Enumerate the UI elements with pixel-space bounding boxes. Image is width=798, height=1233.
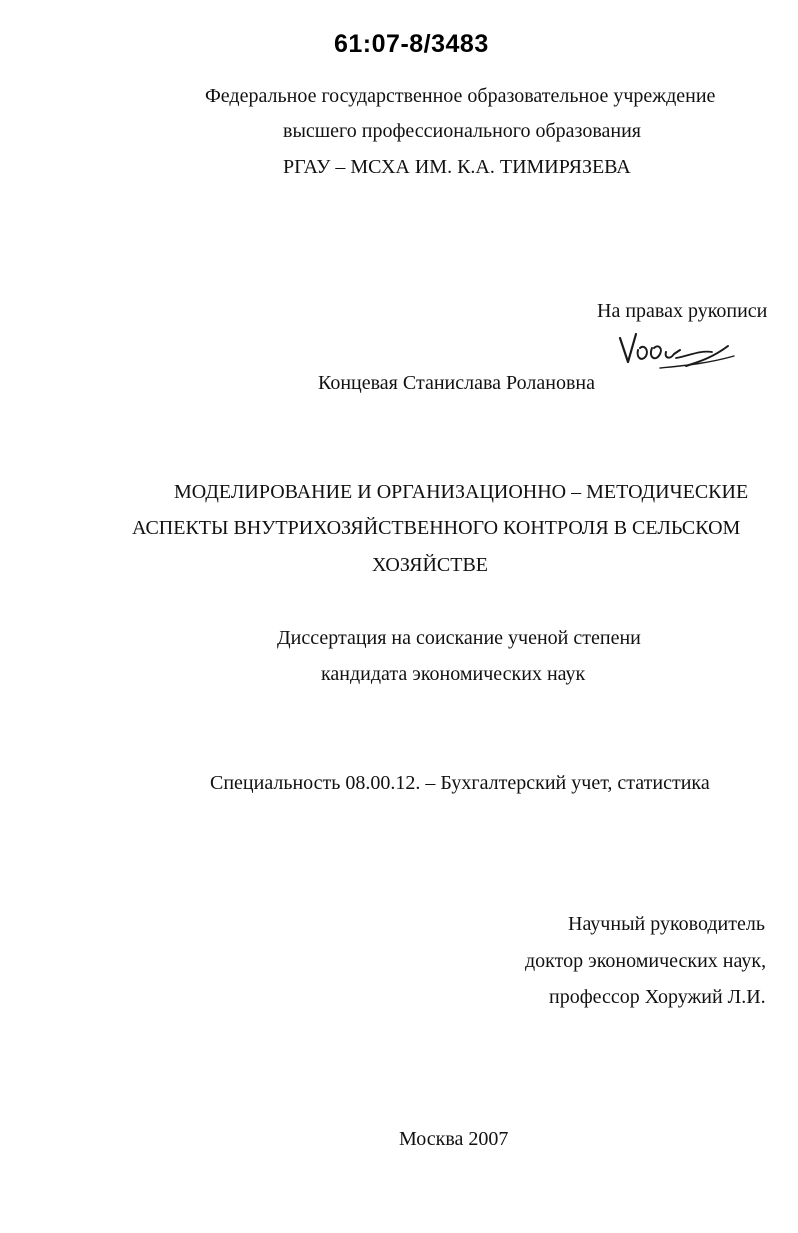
- title-line-2: АСПЕКТЫ ВНУТРИХОЗЯЙСТВЕННОГО КОНТРОЛЯ В СЕЛЬСКОМ: [132, 517, 741, 539]
- institution-name: РГАУ – МСХА ИМ. К.А. ТИМИРЯЗЕВА: [283, 156, 631, 178]
- specialty-line: Специальность 08.00.12. – Бухгалтерский учет, статистика: [210, 772, 710, 794]
- institution-line-2: высшего профессионального образования: [283, 120, 641, 142]
- institution-line-1: Федеральное государственное образовательное учреждение: [205, 85, 716, 107]
- supervisor-name: профессор Хоружий Л.И.: [549, 986, 766, 1008]
- supervisor-title: Научный руководитель: [568, 913, 765, 935]
- degree-line-2: кандидата экономических наук: [321, 663, 586, 685]
- author-name: Концевая Станислава Ролановна: [318, 372, 595, 394]
- manuscript-rights-note: На правах рукописи: [597, 300, 768, 322]
- degree-line-1: Диссертация на соискание ученой степени: [277, 627, 641, 649]
- supervisor-degree: доктор экономических наук,: [525, 950, 767, 972]
- title-line-1: МОДЕЛИРОВАНИЕ И ОРГАНИЗАЦИОННО – МЕТОДИЧЕСКИЕ: [174, 481, 749, 503]
- archive-stamp-number: 61:07-8/3483: [334, 30, 489, 58]
- place-and-year: Москва 2007: [399, 1128, 509, 1150]
- title-line-3: ХОЗЯЙСТВЕ: [372, 554, 489, 576]
- handwritten-signature-icon: [616, 328, 740, 372]
